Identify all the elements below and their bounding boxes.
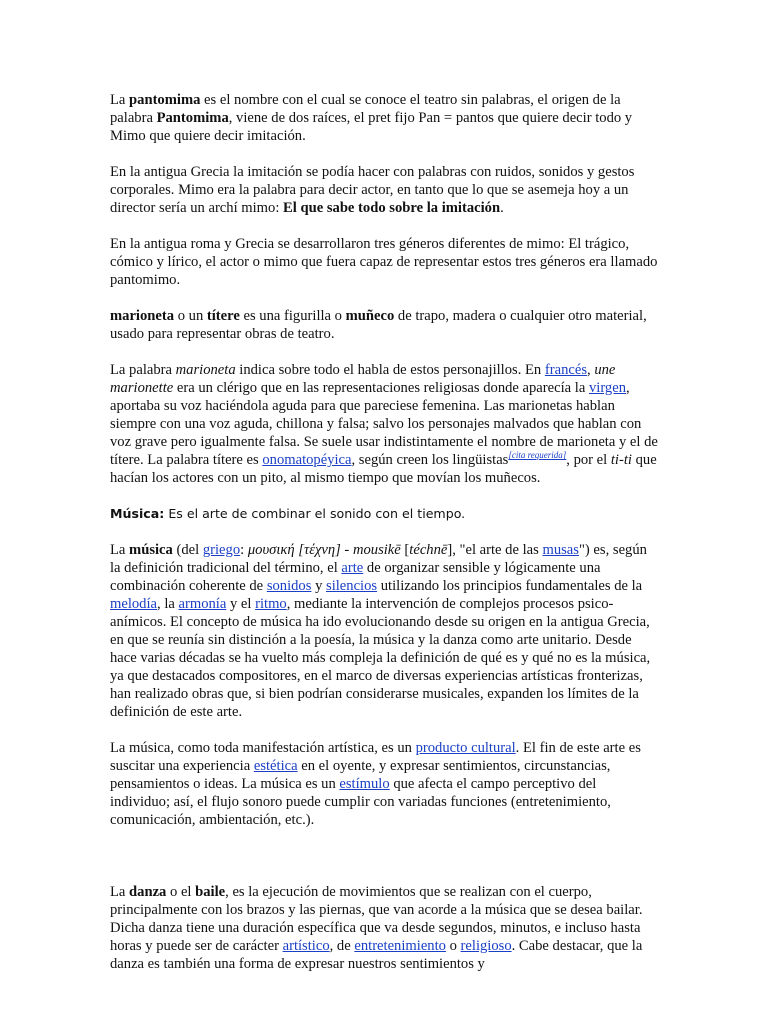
text: Es el arte de combinar el sonido con el tiempo. bbox=[164, 506, 466, 521]
text: . El fin de este arte es suscitar una experiencia bbox=[110, 740, 641, 774]
term-musica-2: música bbox=[129, 542, 173, 558]
italic-term: marioneta bbox=[175, 362, 236, 378]
link-musas[interactable]: musas bbox=[542, 542, 579, 558]
text: de organizar sensible y lógicamente una combinación coherente de bbox=[110, 560, 601, 594]
text: y el bbox=[226, 596, 256, 612]
text: En la antigua roma y Grecia se desarrollaron tres géneros diferentes de mimo: El trágico, cómico y lírico, el actor o mimo que fuera capaz de representar estos tres géneros era llamado pantomimo. bbox=[110, 236, 658, 288]
paragraph-generos-mimo bbox=[110, 235, 658, 289]
paragraph-marioneta-origen bbox=[110, 361, 658, 487]
term-pantomima-2: Pantomima bbox=[156, 110, 229, 126]
text: utilizando los principios fundamentales de la bbox=[377, 578, 643, 594]
term-pantomima: pantomima bbox=[129, 92, 201, 108]
text: o bbox=[445, 938, 461, 954]
link-armonia[interactable]: armonía bbox=[178, 596, 227, 612]
text: . bbox=[500, 200, 504, 216]
text: . Cabe destacar, que la danza es también una forma de expresar nuestros sentimientos y bbox=[110, 938, 643, 972]
text: indica sobre todo el habla de estos personajillos. En bbox=[235, 362, 545, 378]
term-marioneta: marioneta bbox=[110, 308, 175, 324]
text: , bbox=[587, 362, 595, 378]
text: , según creen los lingüistas bbox=[351, 452, 509, 468]
text: que afecta el campo perceptivo del individuo; así, el flujo sonoro puede cumplir con variadas funciones (entretenimiento, comunicación, ambientación, etc.). bbox=[110, 776, 611, 828]
text: La música, como toda manifestación artística, es un bbox=[110, 740, 416, 756]
transliteration: téchnē bbox=[409, 542, 448, 558]
text: es una figurilla o bbox=[239, 308, 346, 324]
link-sonidos[interactable]: sonidos bbox=[266, 578, 312, 594]
text: de trapo, madera o cualquier otro material, usado para representar obras de teatro. bbox=[110, 308, 647, 342]
paragraph-grecia-imitacion bbox=[110, 163, 658, 217]
text: , aportaba su voz haciéndola aguda para que pareciese femenina. Las marionetas hablan siempre con una voz aguda, chillona y falsa; salvo los personajes malvados que hablan con voz grave pero igualmente falsa. Se suele usar indistintamente el nombre de marioneta y el de títere. La palabra títere es bbox=[110, 380, 658, 468]
text: La bbox=[110, 884, 130, 900]
term-baile: baile bbox=[195, 884, 226, 900]
italic-term: ti-ti bbox=[610, 452, 632, 468]
citation-needed-link[interactable]: [cita requerida] bbox=[508, 450, 567, 461]
paragraph-musica-heading bbox=[110, 505, 658, 523]
link-estetica[interactable]: estética bbox=[253, 758, 298, 774]
link-entretenimiento[interactable]: entretenimiento bbox=[354, 938, 446, 954]
text: La bbox=[110, 92, 130, 108]
text: y bbox=[311, 578, 327, 594]
link-frances[interactable]: francés bbox=[544, 362, 588, 378]
text: , de bbox=[329, 938, 355, 954]
text: ], "el arte de las bbox=[447, 542, 543, 558]
link-producto-cultural[interactable]: producto cultural bbox=[415, 740, 516, 756]
link-ritmo[interactable]: ritmo bbox=[255, 596, 287, 612]
link-melodia[interactable]: melodía bbox=[110, 596, 158, 612]
link-silencios[interactable]: silencios bbox=[326, 578, 378, 594]
paragraph-musica-def bbox=[110, 541, 658, 721]
text: en el oyente, y expresar sentimientos, circunstancias, pensamientos o ideas. La música es un bbox=[110, 758, 611, 792]
text: era un clérigo que en las representaciones religiosas donde aparecía la bbox=[173, 380, 589, 396]
document-body bbox=[110, 91, 658, 973]
link-griego[interactable]: griego bbox=[202, 542, 241, 558]
term-musica: Música: bbox=[110, 506, 165, 521]
greek-term: μουσική [τέχνη] bbox=[247, 542, 341, 558]
paragraph-marioneta-def bbox=[110, 307, 658, 343]
text: , mediante la intervención de complejos procesos psico-anímicos. El concepto de música ha ido evolucionando desde su origen en la antigua Grecia, en que se reunía sin distinción a la poesía, la música y la danza como arte unitario. Desde hace varias décadas se ha vuelto más compleja la definición de qué es y qué no es la música, ya que destacados compositores, en el marco de diversas experiencias artísticas fronterizas, han realizado obras que, si bien podrían considerarse musicales, expanden los límites de la definición de este arte. bbox=[110, 596, 651, 720]
text: , por el bbox=[566, 452, 611, 468]
text: que hacían los actores con un pito, al mismo tiempo que movían los muñecos. bbox=[110, 452, 657, 486]
link-estimulo[interactable]: estímulo bbox=[339, 776, 390, 792]
text: : bbox=[240, 542, 248, 558]
text: (del bbox=[172, 542, 203, 558]
link-arte[interactable]: arte bbox=[341, 560, 364, 576]
italic-term: une marionette bbox=[110, 362, 616, 396]
link-artistico[interactable]: artístico bbox=[282, 938, 330, 954]
term-muneco: muñeco bbox=[345, 308, 395, 324]
text: , la bbox=[157, 596, 179, 612]
transliteration: mousikē bbox=[352, 542, 401, 558]
text: [ bbox=[400, 542, 410, 558]
text: es el nombre con el cual se conoce el teatro sin palabras, el origen de la palabra bbox=[110, 92, 621, 126]
term-titere: títere bbox=[206, 308, 240, 324]
paragraph-pantomima bbox=[110, 91, 658, 145]
text: , es la ejecución de movimientos que se realizan con el cuerpo, principalmente con los brazos y las piernas, que van acorde a la música que se desea bailar. Dicha danza tiene una duración específica que va desde segundos, minutos, e incluso hasta horas y puede ser de carácter bbox=[110, 884, 643, 954]
paragraph-musica-fin bbox=[110, 739, 658, 829]
text: En la antigua Grecia la imitación se podía hacer con palabras con ruidos, sonidos y gestos corporales. Mimo era la palabra para decir actor, en tanto que lo que se asemeja hoy a un director sería un archí mimo: bbox=[110, 164, 635, 216]
text: La bbox=[110, 542, 130, 558]
link-onomatopeyica[interactable]: onomatopéyica bbox=[262, 452, 352, 468]
text: o un bbox=[174, 308, 207, 324]
text: ") es, según la definición tradicional del término, el bbox=[110, 542, 647, 576]
paragraph-danza bbox=[110, 883, 658, 973]
link-religioso[interactable]: religioso bbox=[460, 938, 512, 954]
text: - bbox=[340, 542, 353, 558]
bold-phrase: El que sabe todo sobre la imitación bbox=[283, 200, 501, 216]
text: La palabra bbox=[110, 362, 176, 378]
term-danza: danza bbox=[129, 884, 167, 900]
link-virgen[interactable]: virgen bbox=[588, 380, 626, 396]
text: , viene de dos raíces, el pret fijo Pan = pantos que quiere decir todo y Mimo que quiere decir imitación. bbox=[110, 110, 633, 144]
text: o el bbox=[166, 884, 196, 900]
